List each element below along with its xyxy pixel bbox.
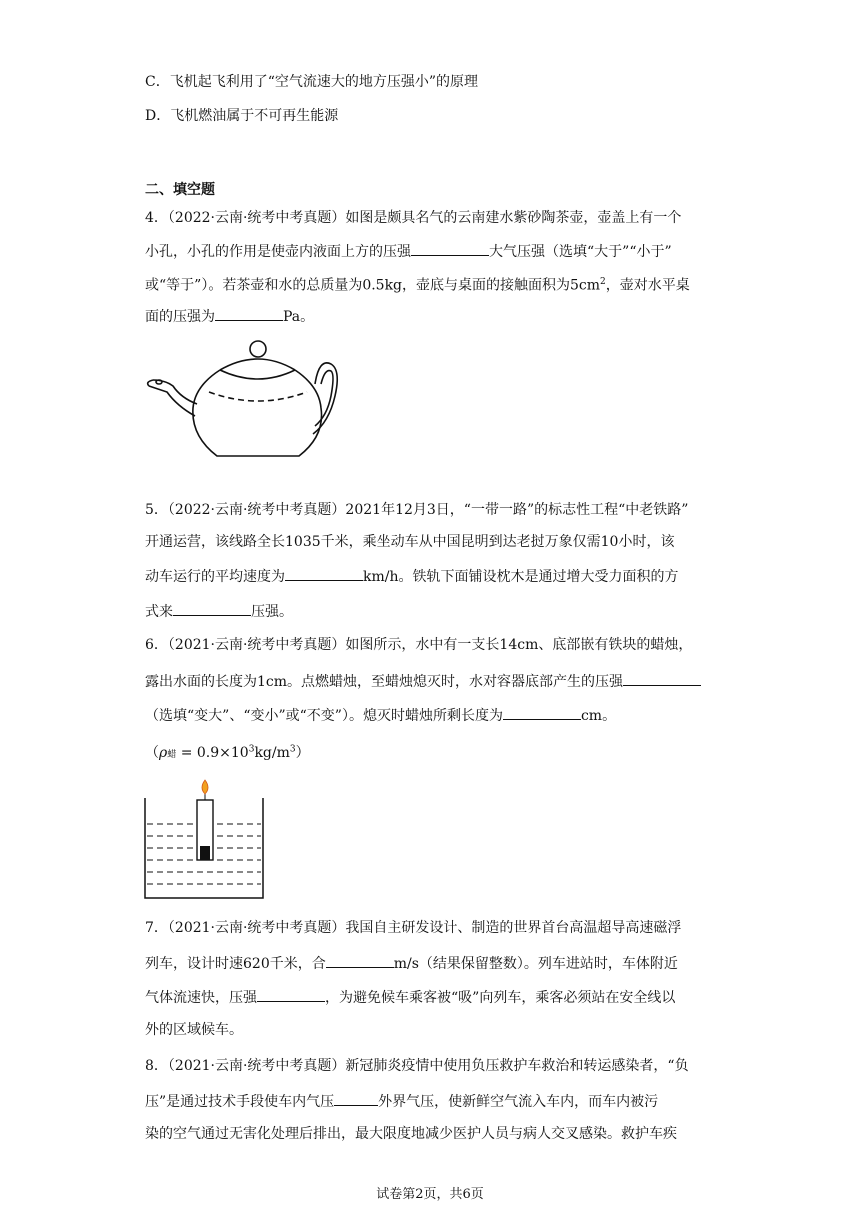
q6-line1: 6．（2021·云南·统考中考真题）如图所示，水中有一支长14cm、底部嵌有铁块的蜡烛， xyxy=(145,637,693,653)
q7-blank2[interactable] xyxy=(257,986,325,1002)
q5-blank2[interactable] xyxy=(173,600,251,616)
candle-container-figure xyxy=(143,778,265,900)
q8-blank1[interactable] xyxy=(334,1090,378,1106)
q7-line4: 外的区域候车。 xyxy=(145,1022,243,1038)
q6-line2: 露出水面的长度为1cm。点燃蜡烛，至蜡烛熄灭时，水对容器底部产生的压强 xyxy=(145,670,701,692)
density-formula: （ρ蜡 = $0.9\times 10^3kg/m^3$） xyxy=(145,744,310,761)
q5-line4: 式来 压强。 xyxy=(145,600,293,622)
q7-blank1[interactable] xyxy=(326,952,394,968)
option-d: D．飞机燃油属于不可再生能源 xyxy=(145,108,339,124)
option-c: C．飞机起飞利用了“空气流速大的地方压强小”的原理 xyxy=(145,74,479,90)
q6-blank2[interactable] xyxy=(503,704,581,720)
q5-blank1[interactable] xyxy=(285,565,363,581)
q4-line4: 面的压强为 Pa。 xyxy=(145,305,314,327)
q7-line1: 7．（2021·云南·统考中考真题）我国自主研发设计、制造的世界首台高温超导高速磁浮 xyxy=(145,920,682,936)
q4-line1: 4．（2022·云南·统考中考真题）如图是颇具名气的云南建水紫砂陶茶壶，壶盖上有一个 xyxy=(145,210,682,226)
q7-line2: 列车，设计时速620千米，合 m/s（结果保留整数）。列车进站时，车体附近 xyxy=(145,952,678,974)
q8-line1: 8．（2021·云南·统考中考真题）新冠肺炎疫情中使用负压救护车救治和转运感染者，“负 xyxy=(145,1058,689,1074)
q6-line3: （选填“变大”、“变小”或“不变”）。熄灭时蜡烛所剩长度为 cm。 xyxy=(145,704,616,726)
section-title: 二、填空题 xyxy=(145,182,215,198)
q4-line2: 小孔，小孔的作用是使壶内液面上方的压强 大气压强（选填“大于”“小于” xyxy=(145,240,672,262)
q6-blank1[interactable] xyxy=(623,670,701,686)
q8-line2: 压”是通过技术手段使车内气压 外界气压，使新鲜空气流入车内，而车内被污 xyxy=(145,1090,658,1112)
q5-line2: 开通运营，该线路全长1035千米，乘坐动车从中国昆明到达老挝万象仅需10小时，该 xyxy=(145,534,675,550)
teapot-figure xyxy=(143,338,343,466)
q4-blank2[interactable] xyxy=(215,305,283,321)
q5-line3: 动车运行的平均速度为 km/h。铁轨下面铺设枕木是通过增大受力面积的方 xyxy=(145,565,679,587)
q5-line1: 5．（2022·云南·统考中考真题）2021年12月3日，“一带一路”的标志性工程“中老铁路” xyxy=(145,502,689,518)
page-footer: 试卷第2页，共6页 xyxy=(376,1187,484,1202)
q7-line3: 气体流速快，压强 ，为避免候车乘客被“吸”向列车，乘客必须站在安全线以 xyxy=(145,986,675,1008)
q8-line3: 染的空气通过无害化处理后排出，最大限度地减少医护人员与病人交叉感染。救护车疾 xyxy=(145,1126,677,1142)
q4-line3: 或“等于”）。若茶壶和水的总质量为0.5kg，壶底与桌面的接触面积为$5cm^2$，壶对水平桌 xyxy=(145,277,690,294)
q4-blank1[interactable] xyxy=(411,240,489,256)
